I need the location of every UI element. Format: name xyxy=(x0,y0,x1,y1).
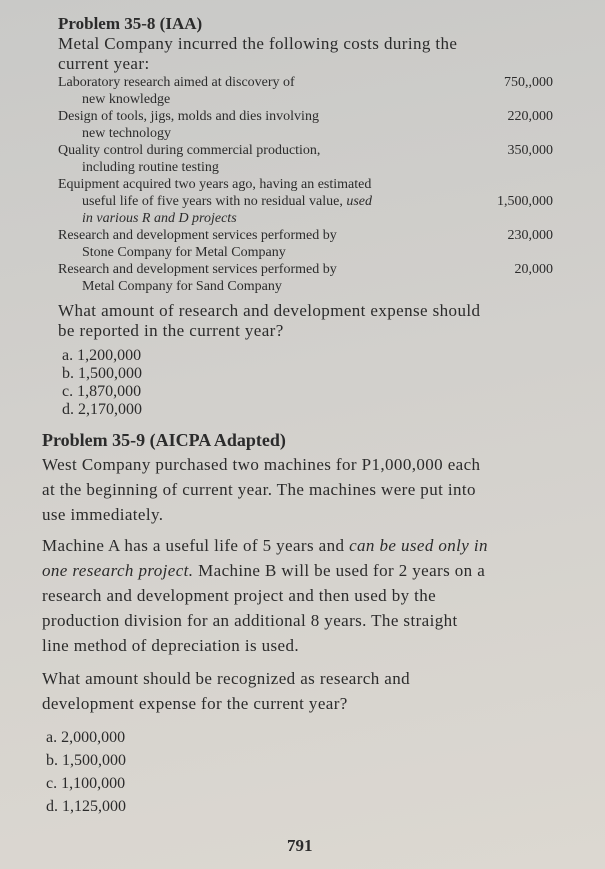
cost-item xyxy=(58,142,578,176)
intro-line: Metal Company incurred the following costs during the xyxy=(58,34,458,53)
cost-amount: 220,000 xyxy=(507,109,553,124)
item-text: new technology xyxy=(82,126,172,141)
question-line: What amount of research and development expense should xyxy=(58,301,481,320)
question-line: What amount should be recognized as research and xyxy=(42,669,411,688)
text-italic: can be used only in xyxy=(349,536,488,555)
paragraph-line: West Company purchased two machines for P1,000,000 each xyxy=(42,455,481,474)
text: Machine A has a useful life of 5 years and xyxy=(42,536,350,555)
item-text: including routine testing xyxy=(82,160,219,175)
problem-35-8 xyxy=(58,14,578,419)
item-text: in various R and D projects xyxy=(82,211,237,226)
item-text xyxy=(58,193,453,210)
item-text: useful life of five years with no residual value, xyxy=(82,194,347,209)
item-text-italic: used xyxy=(346,194,373,209)
answer-option: b. 1,500,000 xyxy=(46,752,126,769)
page-number: 791 xyxy=(287,836,313,855)
intro-line: current year: xyxy=(58,54,150,73)
item-text: Quality control during commercial production, xyxy=(58,143,321,158)
cost-item xyxy=(58,176,578,227)
item-text: Equipment acquired two years ago, having an estimated xyxy=(58,177,372,192)
paragraph-line: use immediately. xyxy=(42,505,164,524)
item-text: Stone Company for Metal Company xyxy=(82,245,286,260)
item-text: Research and development services performed by xyxy=(58,262,337,277)
item-text: Laboratory research aimed at discovery of xyxy=(58,75,295,90)
answer-option: d. 2,170,000 xyxy=(62,401,142,418)
answer-option: b. 1,500,000 xyxy=(62,365,142,382)
paragraph-line: production division for an additional 8 years. The straight xyxy=(42,611,458,630)
cost-item xyxy=(58,227,578,261)
item-text: Metal Company for Sand Company xyxy=(82,279,282,294)
item-text: Design of tools, jigs, molds and dies involving xyxy=(58,109,319,124)
cost-amount: 350,000 xyxy=(507,143,553,158)
problem-title: Problem 35-9 (AICPA Adapted) xyxy=(42,430,286,450)
cost-item xyxy=(58,261,578,295)
question-line: development expense for the current year? xyxy=(42,694,348,713)
cost-amount: 750,,000 xyxy=(504,75,553,90)
cost-item xyxy=(58,74,578,108)
problem-title: Problem 35-8 (IAA) xyxy=(58,14,203,33)
answer-option: d. 1,125,000 xyxy=(46,798,126,815)
paragraph-line xyxy=(42,558,587,583)
cost-amount: 20,000 xyxy=(514,262,553,277)
answer-option: a. 2,000,000 xyxy=(46,729,126,746)
cost-amount: 230,000 xyxy=(507,228,553,243)
item-text: Research and development services performed by xyxy=(58,228,337,243)
cost-amount: 1,500,000 xyxy=(497,194,553,209)
item-text: new knowledge xyxy=(82,92,171,107)
problem-35-9 xyxy=(42,428,587,818)
text: Machine B will be used for 2 years on a xyxy=(193,561,486,580)
paragraph-line xyxy=(42,533,587,558)
paragraph-line: research and development project and then used by the xyxy=(42,586,437,605)
question-line: be reported in the current year? xyxy=(58,321,284,340)
text-italic: one research project. xyxy=(42,561,194,580)
cost-item xyxy=(58,108,578,142)
answer-option: c. 1,100,000 xyxy=(46,775,126,792)
paragraph-line: line method of depreciation is used. xyxy=(42,636,300,655)
answer-option: c. 1,870,000 xyxy=(62,383,142,400)
paragraph-line: at the beginning of current year. The machines were put into xyxy=(42,480,476,499)
answer-option: a. 1,200,000 xyxy=(62,347,142,364)
